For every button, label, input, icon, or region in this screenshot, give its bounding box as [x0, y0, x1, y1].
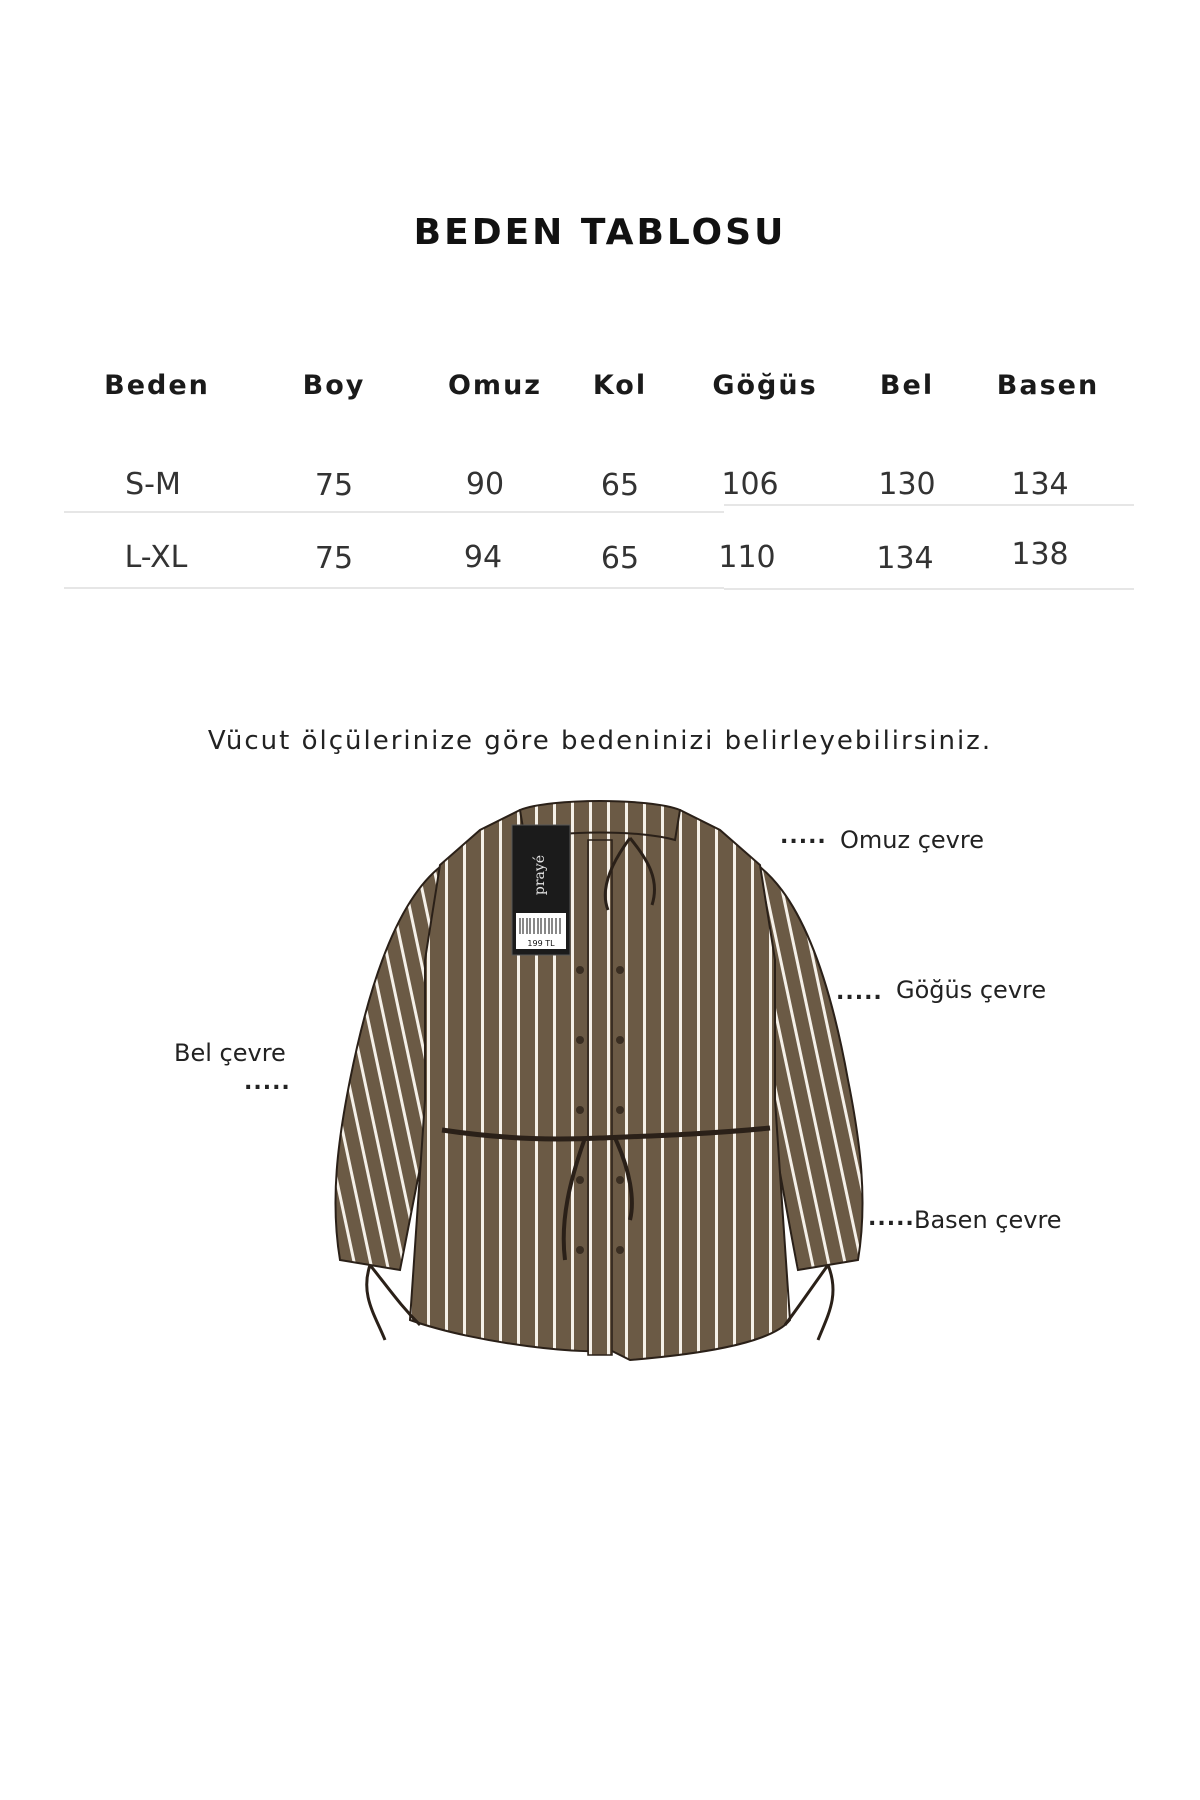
cell-kol-sm: 65: [600, 468, 640, 503]
gogus-callout: Göğüs çevre: [896, 976, 1047, 1004]
basen-dots: .....: [868, 1206, 915, 1231]
cell-boy-lxl: 75: [314, 541, 354, 576]
cell-kol-lxl: 65: [600, 541, 640, 576]
cell-gogus-sm: 106: [721, 467, 779, 502]
cell-omuz-sm: 90: [465, 467, 505, 502]
cell-boy-sm: 75: [314, 468, 354, 503]
header-bel: Bel: [879, 370, 935, 401]
cell-bel-lxl: 134: [876, 541, 934, 576]
shirt-illustration: [330, 800, 870, 1390]
header-gogus: Göğüs: [712, 370, 818, 401]
bel-callout: Bel çevre: [174, 1039, 286, 1067]
cell-basen-lxl: 138: [1011, 537, 1069, 572]
header-kol: Kol: [592, 370, 648, 401]
omuz-callout: Omuz çevre: [840, 826, 984, 854]
cell-gogus-lxl: 110: [718, 540, 776, 575]
cell-beden-sm: S-M: [125, 467, 181, 502]
row-divider: [64, 587, 724, 589]
row-divider: [64, 511, 724, 513]
tag-brand: prayé: [532, 854, 548, 896]
header-beden: Beden: [104, 370, 210, 401]
row-divider: [724, 504, 1134, 506]
row-divider: [724, 588, 1134, 590]
bel-dots: .....: [244, 1070, 291, 1095]
hang-tag: [512, 825, 570, 955]
gogus-dots: .....: [836, 980, 883, 1005]
cell-bel-sm: 130: [878, 467, 936, 502]
placket: [588, 840, 612, 1355]
cell-basen-sm: 134: [1011, 467, 1069, 502]
header-omuz: Omuz: [447, 370, 543, 401]
header-basen: Basen: [996, 370, 1100, 401]
size-note: Vücut ölçülerinize göre bedeninizi belirleyebilirsiniz.: [207, 726, 993, 756]
cell-beden-lxl: L-XL: [124, 540, 188, 575]
cell-omuz-lxl: 94: [463, 540, 503, 575]
omuz-dots: .....: [780, 824, 827, 849]
basen-callout: Basen çevre: [914, 1206, 1062, 1234]
tag-price: 199 TL: [527, 939, 555, 948]
header-boy: Boy: [302, 370, 366, 401]
page-title: BEDEN TABLOSU: [413, 212, 787, 253]
